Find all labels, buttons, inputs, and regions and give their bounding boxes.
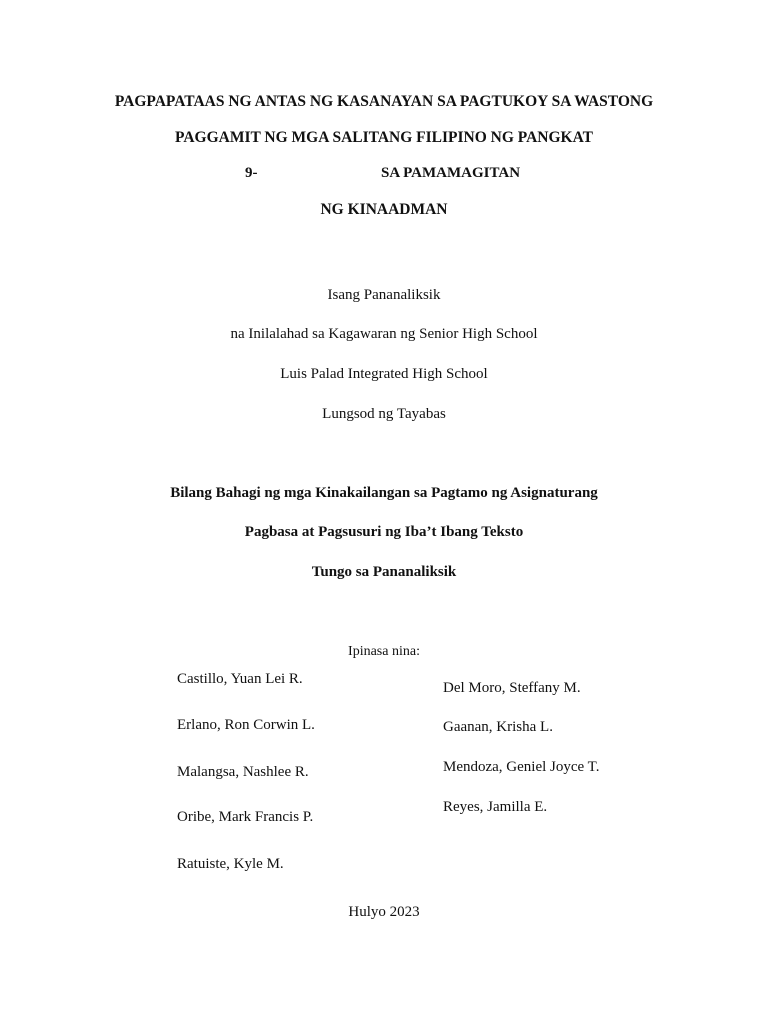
intro-line-1: Isang Pananaliksik: [327, 287, 441, 303]
author-right-2: Gaanan, Krisha L.: [443, 719, 553, 735]
author-right-4: Reyes, Jamilla E.: [443, 799, 548, 815]
author-left-2: Erlano, Ron Corwin L.: [177, 717, 315, 733]
document-date: Hulyo 2023: [348, 904, 420, 920]
author-left-5: Ratuiste, Kyle M.: [177, 856, 284, 872]
intro-line-3: Luis Palad Integrated High School: [280, 366, 488, 382]
title-line-3-right: SA PAMAMAGITAN: [381, 165, 521, 181]
author-right-1: Del Moro, Steffany M.: [443, 680, 581, 696]
title-line-1: PAGPAPATAAS NG ANTAS NG KASANAYAN SA PAGTUKOY SA WASTONG: [114, 93, 654, 110]
requirement-line-1: Bilang Bahagi ng mga Kinakailangan sa Pagtamo ng Asignaturang: [170, 485, 598, 501]
author-left-1: Castillo, Yuan Lei R.: [177, 671, 303, 687]
author-right-3: Mendoza, Geniel Joyce T.: [443, 759, 600, 775]
title-line-4: NG KINAADMAN: [320, 201, 448, 218]
author-left-4: Oribe, Mark Francis P.: [177, 809, 314, 825]
title-line-3-left: 9-: [245, 165, 258, 181]
title-line-2: PAGGAMIT NG MGA SALITANG FILIPINO NG PANGKAT: [175, 129, 593, 146]
intro-line-2: na Inilalahad sa Kagawaran ng Senior High School: [230, 326, 538, 342]
intro-line-4: Lungsod ng Tayabas: [322, 406, 446, 422]
author-left-3: Malangsa, Nashlee R.: [177, 764, 309, 780]
submitted-by-label: Ipinasa nina:: [348, 644, 420, 659]
requirement-line-3: Tungo sa Pananaliksik: [311, 564, 457, 580]
requirement-line-2: Pagbasa at Pagsusuri ng Iba’t Ibang Teksto: [244, 524, 524, 540]
